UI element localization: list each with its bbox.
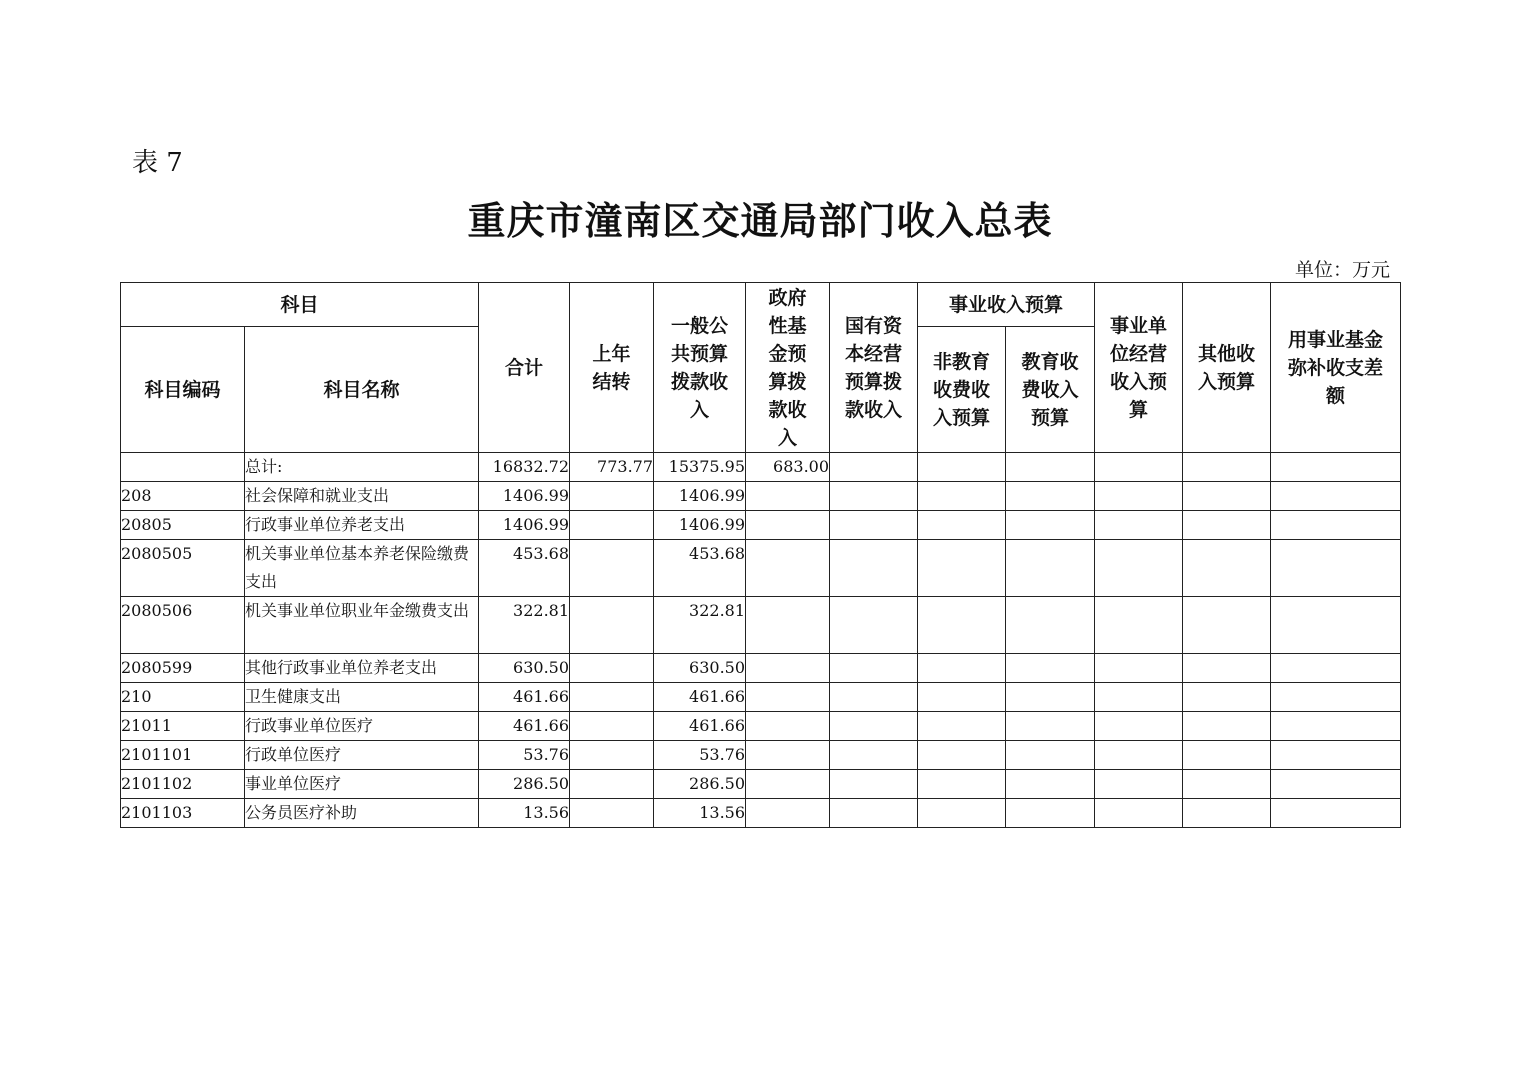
cell-state-capital [830,482,918,511]
cell-general: 53.76 [654,741,746,770]
cell-code: 2080505 [121,540,245,597]
cell-operating [1095,453,1183,482]
cell-total: 630.50 [479,654,570,683]
cell-name: 其他行政事业单位养老支出 [245,654,479,683]
cell-carryover [570,799,654,828]
header-operating: 事业单位经营收入预算 [1095,283,1183,453]
cell-name: 行政单位医疗 [245,741,479,770]
table-row [121,511,1401,540]
cell-total: 53.76 [479,741,570,770]
cell-carryover [570,712,654,741]
cell-gov-fund [746,511,830,540]
cell-gov-fund [746,741,830,770]
header-name: 科目名称 [245,327,479,453]
header-non-edu: 非教育收费收入预算 [918,327,1006,453]
cell-operating [1095,712,1183,741]
header-carryover: 上年结转 [570,283,654,453]
cell-code: 20805 [121,511,245,540]
cell-edu [1006,712,1095,741]
cell-edu [1006,741,1095,770]
header-subject: 科目 [121,283,479,327]
header-edu: 教育收费收入预算 [1006,327,1095,453]
cell-general: 453.68 [654,540,746,597]
header-general: 一般公共预算拨款收入 [654,283,746,453]
table-row [121,482,1401,511]
cell-state-capital [830,654,918,683]
cell-non-edu [918,683,1006,712]
table-row [121,712,1401,741]
header-other: 其他收入预算 [1183,283,1271,453]
table-row [121,799,1401,828]
cell-state-capital [830,683,918,712]
cell-code: 2101102 [121,770,245,799]
cell-non-edu [918,799,1006,828]
cell-name: 行政事业单位养老支出 [245,511,479,540]
cell-edu [1006,654,1095,683]
header-business-income: 事业收入预算 [918,283,1095,327]
cell-general: 13.56 [654,799,746,828]
table-row [121,654,1401,683]
cell-gov-fund [746,482,830,511]
cell-edu [1006,683,1095,712]
cell-edu [1006,799,1095,828]
table-row [121,453,1401,482]
unit-label: 单位：万元 [1294,259,1390,281]
cell-code: 2101101 [121,741,245,770]
cell-non-edu [918,712,1006,741]
cell-edu [1006,540,1095,597]
cell-general: 322.81 [654,597,746,654]
cell-operating [1095,799,1183,828]
cell-name: 公务员医疗补助 [245,799,479,828]
cell-state-capital [830,540,918,597]
cell-non-edu [918,597,1006,654]
cell-general: 1406.99 [654,482,746,511]
cell-fund-balance [1271,799,1401,828]
cell-code: 208 [121,482,245,511]
cell-edu [1006,597,1095,654]
cell-gov-fund [746,540,830,597]
cell-non-edu [918,654,1006,683]
cell-operating [1095,741,1183,770]
cell-fund-balance [1271,453,1401,482]
cell-total: 453.68 [479,540,570,597]
cell-other [1183,511,1271,540]
cell-gov-fund [746,683,830,712]
cell-total: 461.66 [479,683,570,712]
cell-name: 机关事业单位职业年金缴费支出 [245,597,479,654]
cell-non-edu [918,482,1006,511]
cell-non-edu [918,511,1006,540]
cell-carryover [570,770,654,799]
cell-gov-fund [746,597,830,654]
cell-gov-fund [746,770,830,799]
cell-other [1183,597,1271,654]
table-row [121,597,1401,654]
cell-state-capital [830,511,918,540]
cell-code: 210 [121,683,245,712]
cell-fund-balance [1271,770,1401,799]
cell-code: 2101103 [121,799,245,828]
cell-other [1183,741,1271,770]
header-code: 科目编码 [121,327,245,453]
cell-state-capital [830,770,918,799]
cell-state-capital [830,453,918,482]
table-row [121,770,1401,799]
cell-total: 16832.72 [479,453,570,482]
cell-non-edu [918,453,1006,482]
cell-other [1183,453,1271,482]
cell-total: 286.50 [479,770,570,799]
cell-other [1183,770,1271,799]
cell-operating [1095,482,1183,511]
cell-code [121,453,245,482]
cell-total: 13.56 [479,799,570,828]
cell-state-capital [830,712,918,741]
cell-general: 286.50 [654,770,746,799]
cell-total: 1406.99 [479,482,570,511]
cell-non-edu [918,770,1006,799]
cell-gov-fund [746,712,830,741]
cell-other [1183,712,1271,741]
cell-general: 15375.95 [654,453,746,482]
cell-fund-balance [1271,482,1401,511]
cell-carryover [570,482,654,511]
cell-gov-fund [746,654,830,683]
header-state-capital: 国有资本经营预算拨款收入 [830,283,918,453]
cell-other [1183,799,1271,828]
cell-other [1183,482,1271,511]
cell-edu [1006,453,1095,482]
cell-edu [1006,482,1095,511]
income-table [120,282,1401,828]
cell-carryover [570,540,654,597]
cell-state-capital [830,597,918,654]
cell-total: 1406.99 [479,511,570,540]
cell-total: 322.81 [479,597,570,654]
table-row [121,540,1401,597]
table-row [121,683,1401,712]
table-label: 表 7 [132,148,183,178]
cell-operating [1095,770,1183,799]
cell-carryover [570,654,654,683]
cell-code: 21011 [121,712,245,741]
cell-general: 1406.99 [654,511,746,540]
cell-fund-balance [1271,683,1401,712]
cell-general: 461.66 [654,712,746,741]
cell-name: 行政事业单位医疗 [245,712,479,741]
header-fund-balance: 用事业基金弥补收支差额 [1271,283,1401,453]
cell-operating [1095,540,1183,597]
cell-operating [1095,511,1183,540]
table-row [121,741,1401,770]
cell-state-capital [830,741,918,770]
header-gov-fund: 政府性基金预算拨款收入 [746,283,830,453]
cell-state-capital [830,799,918,828]
cell-fund-balance [1271,712,1401,741]
cell-edu [1006,511,1095,540]
cell-general: 630.50 [654,654,746,683]
cell-operating [1095,683,1183,712]
header-total: 合计 [479,283,570,453]
cell-name: 社会保障和就业支出 [245,482,479,511]
cell-general: 461.66 [654,683,746,712]
cell-fund-balance [1271,741,1401,770]
cell-name: 机关事业单位基本养老保险缴费支出 [245,540,479,597]
cell-fund-balance [1271,654,1401,683]
cell-carryover [570,741,654,770]
cell-non-edu [918,741,1006,770]
cell-non-edu [918,540,1006,597]
cell-carryover [570,511,654,540]
cell-other [1183,683,1271,712]
cell-name: 事业单位医疗 [245,770,479,799]
cell-gov-fund [746,799,830,828]
cell-carryover [570,683,654,712]
cell-code: 2080506 [121,597,245,654]
cell-gov-fund: 683.00 [746,453,830,482]
cell-carryover: 773.77 [570,453,654,482]
cell-edu [1006,770,1095,799]
page-title: 重庆市潼南区交通局部门收入总表 [467,198,1053,243]
cell-fund-balance [1271,597,1401,654]
cell-total: 461.66 [479,712,570,741]
cell-operating [1095,654,1183,683]
cell-code: 2080599 [121,654,245,683]
cell-operating [1095,597,1183,654]
cell-other [1183,654,1271,683]
cell-other [1183,540,1271,597]
cell-fund-balance [1271,540,1401,597]
cell-name: 总计: [245,453,479,482]
cell-fund-balance [1271,511,1401,540]
cell-name: 卫生健康支出 [245,683,479,712]
cell-carryover [570,597,654,654]
